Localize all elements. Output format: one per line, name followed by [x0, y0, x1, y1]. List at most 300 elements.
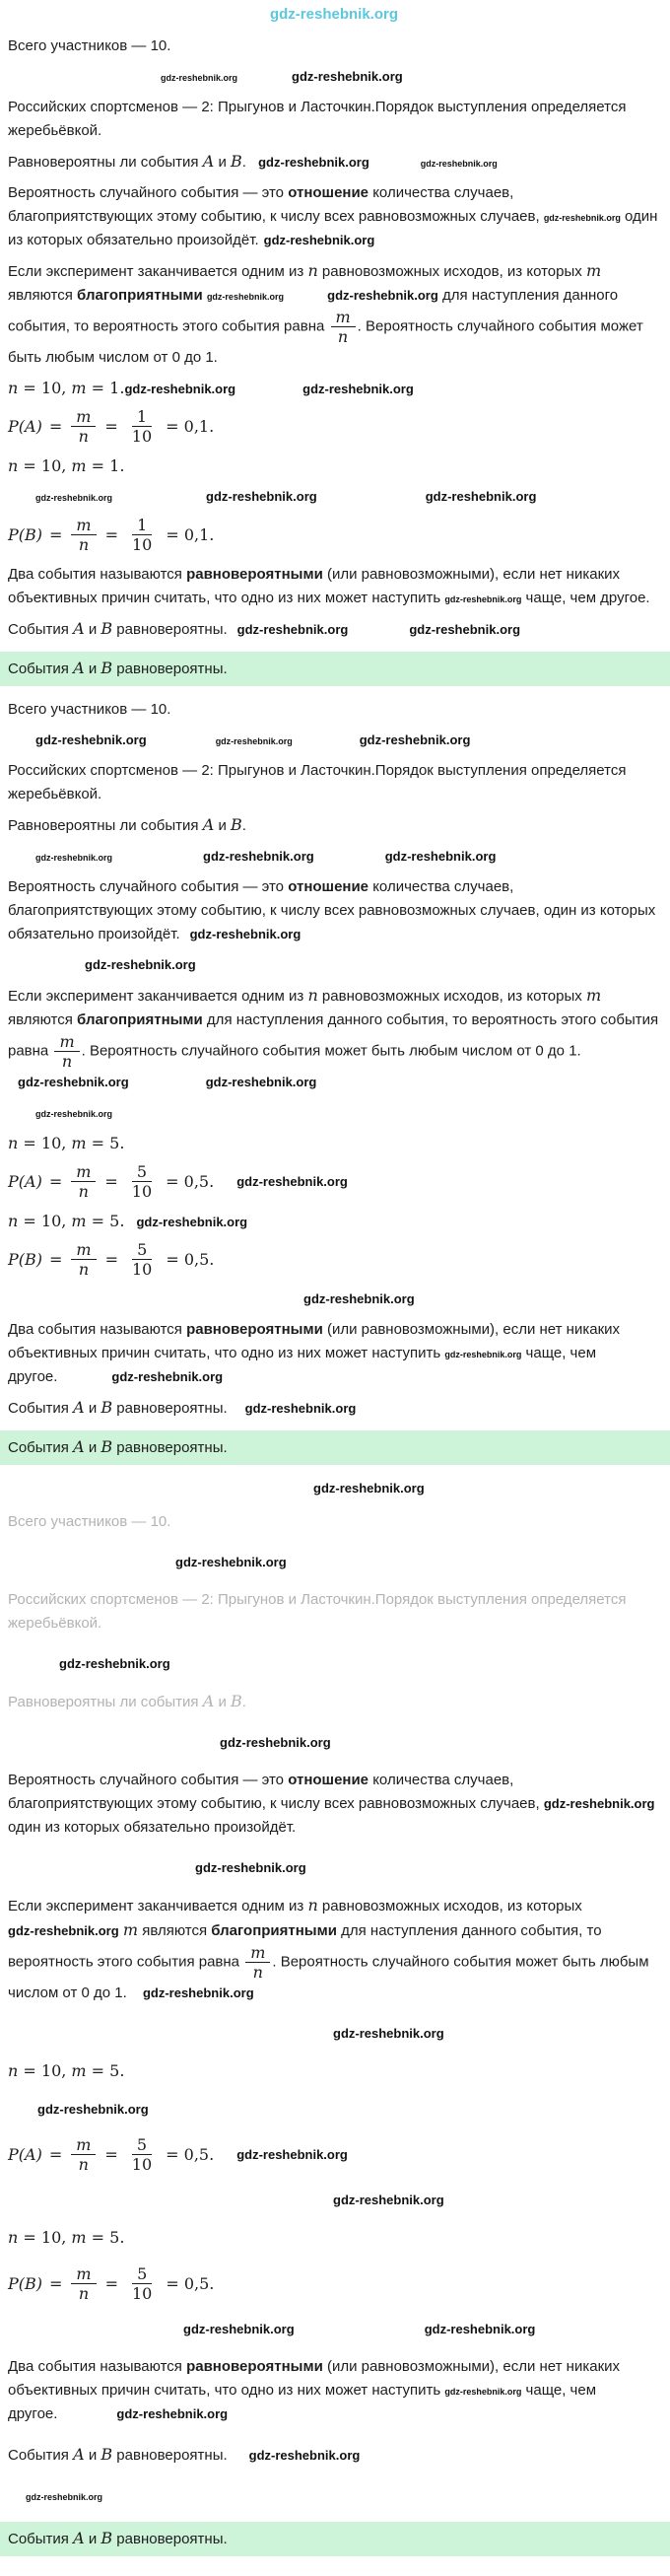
watermark: gdz-reshebnik.org — [124, 382, 236, 396]
solution-block-2 — [8, 698, 660, 1500]
equals-sign: = — [49, 524, 63, 544]
equals-sign: = — [48, 416, 63, 436]
equals-sign: = — [49, 1249, 63, 1269]
values-line — [8, 454, 660, 478]
values-line — [8, 1210, 660, 1233]
watermark: gdz-reshebnik.org — [543, 1796, 655, 1811]
paragraph-experiment — [8, 1894, 660, 2005]
fraction-numerator: m — [245, 1943, 270, 1963]
formula-result: = 0,5. — [166, 1249, 215, 1269]
paragraph-conclusion — [8, 617, 660, 642]
watermark-row — [8, 65, 660, 89]
definition-text: количества случаев, благоприятствующих этому событию, к числу всех равновозможных случаев, — [8, 878, 544, 919]
paragraph-definition — [8, 875, 660, 946]
watermark: gdz-reshebnik.org — [35, 493, 113, 503]
values-text: = 5. — [86, 2061, 125, 2080]
experiment-text: равновозможных исходов, из которых — [317, 988, 586, 1005]
watermark-row — [8, 1551, 660, 1574]
watermark: gdz-reshebnik.org — [327, 288, 438, 303]
paragraph-athletes — [8, 96, 660, 143]
fraction-denominator: 10 — [132, 2284, 153, 2303]
paragraph-definition — [8, 1769, 660, 1840]
fraction-numerator: 5 — [132, 2135, 152, 2155]
definition-text: количества случаев, благоприятствующих этому событию, к числу всех равновозможных случаев, — [8, 1772, 544, 1812]
question-and: и — [214, 817, 231, 834]
fraction-denominator: n — [78, 2284, 90, 2303]
math-var-m: m — [71, 379, 87, 397]
watermark: gdz-reshebnik.org — [444, 1350, 522, 1359]
answer-and: и — [84, 1439, 101, 1456]
conclusion-and: и — [84, 621, 101, 638]
equiprobable-text: чаще, чем другое. — [8, 2382, 597, 2422]
values-text: = 10, — [18, 456, 72, 475]
values-text: = 5. — [86, 1212, 125, 1230]
question-text: Равновероятны ли события — [8, 154, 203, 171]
watermark: gdz-reshebnik.org — [175, 1555, 287, 1569]
watermark: gdz-reshebnik.org — [313, 1481, 425, 1496]
equals-sign: = — [48, 1171, 63, 1191]
formula-result: = 0,5. — [166, 2273, 215, 2293]
paragraph-experiment — [8, 259, 660, 370]
experiment-text: . Вероятность случайного события может быть любым числом от 0 до 1. — [8, 1953, 649, 2001]
math-var-a: A — [73, 1437, 85, 1456]
math-var-a: A — [73, 1398, 85, 1417]
equiprobable-text: Два события называются — [8, 2358, 187, 2375]
math-var-m: m — [122, 1920, 139, 1939]
equiprobable-text: Два события называются — [8, 566, 187, 583]
watermark: gdz-reshebnik.org — [248, 2448, 361, 2463]
equals-sign: = — [104, 1171, 118, 1191]
experiment-text: для наступления данного события, то вероятность этого события равна — [8, 287, 619, 335]
definition-bold: отношение — [288, 878, 369, 895]
watermark: gdz-reshebnik.org — [85, 957, 196, 972]
fraction-value — [127, 1162, 157, 1201]
experiment-text: являются — [8, 287, 78, 304]
values-text: = 10, — [18, 1212, 72, 1230]
equals-sign: = — [104, 1249, 118, 1269]
watermark: gdz-reshebnik.org — [37, 2102, 149, 2117]
fraction-value — [127, 1240, 157, 1279]
fraction-denominator: 10 — [131, 1182, 153, 1201]
watermark-row — [8, 1477, 660, 1500]
watermark: gdz-reshebnik.org — [203, 849, 314, 864]
watermark: gdz-reshebnik.org — [424, 2322, 536, 2336]
fraction-denominator: n — [78, 535, 90, 554]
conclusion-and: и — [84, 2447, 101, 2464]
fraction-m-over-n — [71, 1240, 96, 1279]
experiment-text: для наступления данного события, то вероятность этого события равна — [8, 1011, 659, 1060]
watermark-row — [8, 1731, 660, 1755]
definition-bold: отношение — [288, 1772, 369, 1788]
equiprobable-bold: равновероятными — [186, 566, 323, 583]
watermark: gdz-reshebnik.org — [142, 1985, 254, 2000]
experiment-text: для наступления данного события, то вероятность этого события равна — [8, 1922, 602, 1971]
watermark: gdz-reshebnik.org — [18, 1075, 129, 1089]
watermark: gdz-reshebnik.org — [244, 1401, 357, 1416]
watermark: gdz-reshebnik.org — [384, 849, 497, 864]
watermark: gdz-reshebnik.org — [215, 736, 293, 746]
values-text: = 10, — [18, 379, 72, 397]
math-var-m: m — [71, 2228, 87, 2247]
watermark-row — [8, 2484, 660, 2508]
equiprobable-text: Два события называются — [8, 1321, 187, 1338]
participants-text: Всего участников — 10. — [8, 37, 171, 54]
experiment-bold: благоприятными — [211, 1922, 337, 1939]
math-var-b: B — [100, 619, 113, 638]
question-text: Равновероятны ли события — [8, 1694, 203, 1710]
formula-p-a — [8, 407, 660, 446]
watermark-row — [8, 1101, 660, 1125]
watermark: gdz-reshebnik.org — [444, 2387, 522, 2397]
equiprobable-text: чаще, чем другое. — [525, 590, 650, 606]
answer-and: и — [84, 661, 101, 677]
watermark: gdz-reshebnik.org — [35, 1109, 113, 1119]
fraction-denominator: n — [337, 327, 349, 346]
fraction-numerator: m — [54, 1032, 79, 1052]
fraction-m-over-n — [71, 2264, 96, 2303]
fraction-m-over-n — [245, 1943, 270, 1982]
watermark: gdz-reshebnik.org — [359, 732, 471, 747]
definition-text: Вероятность случайного события — это — [8, 1772, 289, 1788]
conclusion-text: События — [8, 621, 74, 638]
experiment-text: являются — [8, 1011, 78, 1028]
fraction-denominator: 10 — [132, 1260, 153, 1279]
fraction-numerator: m — [71, 2264, 96, 2284]
fraction-m-over-n — [71, 2135, 96, 2174]
equals-sign: = — [104, 2273, 118, 2293]
math-var-b: B — [231, 815, 242, 834]
answer-text: равновероятны. — [112, 661, 228, 677]
fraction-numerator: m — [71, 516, 96, 535]
fraction-m-over-n — [331, 308, 356, 346]
fraction-denominator: n — [78, 2155, 89, 2174]
participants-text: Всего участников — 10. — [8, 1513, 171, 1530]
paragraph-participants — [8, 698, 660, 722]
watermark-row — [8, 485, 660, 509]
math-var-n: n — [8, 456, 19, 475]
definition-text: количества случаев, благоприятствующих этому событию, к числу всех равновозможных случаев, — [8, 184, 544, 225]
equiprobable-text: чаще, чем другое. — [8, 1345, 597, 1385]
fraction-numerator: m — [71, 1240, 96, 1260]
fraction-value — [127, 516, 157, 554]
answer-text: События — [8, 1439, 74, 1456]
watermark-row — [8, 2098, 660, 2122]
math-var-m: m — [71, 1134, 87, 1152]
conclusion-text: равновероятны. — [112, 1400, 228, 1417]
formula-lhs: P(B) — [8, 524, 43, 544]
values-line — [8, 1132, 660, 1155]
watermark: gdz-reshebnik.org — [111, 1369, 224, 1384]
math-var-n: n — [8, 2061, 19, 2080]
question-dot: . — [241, 817, 246, 834]
math-var-b: B — [231, 152, 242, 171]
answer-text: равновероятны. — [112, 1439, 228, 1456]
fraction-denominator: n — [78, 427, 89, 446]
watermark: gdz-reshebnik.org — [195, 1860, 306, 1875]
fraction-numerator: 5 — [132, 1240, 152, 1260]
watermark: gdz-reshebnik.org — [183, 2322, 295, 2336]
equiprobable-text: (или равновозможными), если нет никаких объективных причин считать, что одно из них может наступить — [8, 566, 621, 606]
fraction-denominator: 10 — [131, 427, 153, 446]
values-text: = 5. — [86, 1134, 125, 1152]
paragraph-experiment — [8, 984, 660, 1094]
experiment-text: равновозможных исходов, из которых — [317, 1898, 582, 1915]
watermark: gdz-reshebnik.org — [136, 1215, 248, 1229]
paragraph-conclusion — [8, 1396, 660, 1421]
solution-block-3 — [8, 1510, 660, 2556]
definition-text: один из которых обязательно произойдёт. — [8, 208, 658, 248]
watermark-row — [8, 953, 660, 977]
answer-highlight — [0, 1430, 670, 1465]
formula-p-a — [8, 2135, 660, 2174]
watermark-row — [8, 845, 660, 869]
watermark: gdz-reshebnik.org — [59, 1656, 170, 1671]
experiment-text: Если эксперимент заканчивается одним из — [8, 1898, 308, 1915]
experiment-text: Если эксперимент заканчивается одним из — [8, 263, 308, 280]
watermark: gdz-reshebnik.org — [333, 2193, 444, 2207]
fraction-m-over-n — [71, 1162, 96, 1201]
math-var-b: B — [100, 2529, 113, 2547]
participants-text: Всего участников — 10. — [8, 701, 171, 718]
watermark: gdz-reshebnik.org — [206, 292, 284, 302]
definition-text: один из которых обязательно произойдёт. — [8, 902, 656, 942]
answer-text: равновероятны. — [112, 2531, 228, 2547]
equiprobable-text: (или равновозможными), если нет никаких объективных причин считать, что одно из них может наступить — [8, 2358, 621, 2399]
watermark: gdz-reshebnik.org — [258, 155, 369, 170]
paragraph-equiprobable — [8, 563, 660, 610]
formula-lhs: P(A) — [8, 1171, 42, 1191]
math-var-a: A — [73, 659, 85, 677]
equiprobable-bold: равновероятными — [186, 1321, 323, 1338]
math-var-m: m — [71, 456, 87, 475]
equals-sign: = — [49, 2273, 63, 2293]
conclusion-text: События — [8, 1400, 74, 1417]
math-var-a: A — [202, 815, 215, 834]
answer-and: и — [84, 2531, 101, 2547]
math-var-b: B — [100, 2445, 113, 2464]
question-dot: . — [241, 1694, 246, 1710]
math-var-a: A — [202, 152, 215, 171]
watermark: gdz-reshebnik.org — [189, 927, 302, 941]
experiment-text: Если эксперимент заканчивается одним из — [8, 988, 308, 1005]
fraction-numerator: m — [71, 407, 96, 427]
fraction-numerator: 5 — [132, 1162, 152, 1182]
formula-lhs: P(B) — [8, 2273, 43, 2293]
formula-p-b — [8, 516, 660, 554]
experiment-text: . Вероятность случайного события может быть любым числом от 0 до 1. — [81, 1042, 581, 1060]
definition-text: Вероятность случайного события — это — [8, 184, 289, 201]
formula-result: = 0,5. — [166, 1171, 215, 1191]
values-line — [8, 2059, 660, 2083]
conclusion-text: равновероятны. — [112, 2447, 228, 2464]
formula-result: = 0,5. — [166, 2144, 215, 2164]
math-var-n: n — [8, 2228, 19, 2247]
watermark: gdz-reshebnik.org — [206, 489, 317, 504]
experiment-bold: благоприятными — [77, 1011, 203, 1028]
question-and: и — [214, 154, 231, 171]
values-line — [8, 2226, 660, 2250]
watermark: gdz-reshebnik.org — [8, 1923, 119, 1938]
fraction-numerator: 1 — [132, 516, 152, 535]
values-text: = 1. — [86, 456, 125, 475]
values-text: = 1. — [86, 379, 125, 397]
formula-lhs: P(B) — [8, 1249, 43, 1269]
site-watermark-link[interactable]: gdz-reshebnik.org — [269, 6, 398, 23]
values-line — [8, 377, 660, 400]
paragraph-athletes — [8, 759, 660, 806]
equals-sign: = — [104, 524, 118, 544]
answer-highlight — [0, 652, 670, 686]
math-var-n: n — [8, 379, 19, 397]
watermark-row — [8, 1652, 660, 1676]
formula-result: = 0,1. — [166, 524, 215, 544]
watermark: gdz-reshebnik.org — [333, 2026, 444, 2041]
math-var-b: B — [100, 1437, 113, 1456]
math-var-n: n — [307, 986, 318, 1005]
paragraph-participants — [8, 1510, 660, 1534]
answer-highlight — [0, 2522, 670, 2556]
question-text: Равновероятны ли события — [8, 817, 203, 834]
watermark: gdz-reshebnik.org — [409, 622, 521, 637]
equiprobable-text: (или равновозможными), если нет никаких объективных причин считать, что одно из них может наступить — [8, 1321, 621, 1361]
math-var-m: m — [71, 2061, 87, 2080]
paragraph-question — [8, 813, 660, 838]
watermark: gdz-reshebnik.org — [35, 732, 147, 747]
math-var-n: n — [8, 1134, 19, 1152]
fraction-denominator: n — [252, 1963, 263, 1982]
paragraph-athletes — [8, 1588, 660, 1636]
athletes-text: Российских спортсменов — 2: Прыгунов и Ласточкин.Порядок выступления определяется жеребьёвкой. — [8, 762, 627, 802]
fraction-denominator: 10 — [132, 535, 153, 554]
math-var-n: n — [8, 1212, 19, 1230]
watermark: gdz-reshebnik.org — [543, 213, 621, 223]
experiment-text: являются — [138, 1922, 212, 1939]
athletes-text: Российских спортсменов — 2: Прыгунов и Ласточкин.Порядок выступления определяется жеребьёвкой. — [8, 99, 627, 139]
paragraph-definition — [8, 181, 660, 252]
answer-text: События — [8, 661, 74, 677]
conclusion-text: равновероятны. — [112, 621, 228, 638]
formula-p-b — [8, 2264, 660, 2303]
watermark: gdz-reshebnik.org — [236, 1173, 348, 1189]
experiment-bold: благоприятными — [77, 287, 203, 304]
equals-sign: = — [48, 2144, 63, 2164]
math-var-b: B — [100, 1398, 113, 1417]
formula-lhs: P(A) — [8, 2144, 42, 2164]
watermark-row — [8, 729, 660, 752]
fraction-value — [127, 2264, 157, 2303]
equals-sign: = — [104, 2144, 118, 2164]
fraction-denominator: 10 — [131, 2155, 153, 2174]
watermark-row — [8, 1288, 660, 1311]
math-var-n: n — [307, 261, 318, 280]
watermark-row — [8, 2318, 660, 2341]
fraction-m-over-n — [71, 407, 96, 446]
watermark: gdz-reshebnik.org — [420, 159, 498, 169]
experiment-text: равновозможных исходов, из которых — [317, 263, 586, 280]
paragraph-question — [8, 1690, 660, 1714]
paragraph-equiprobable — [8, 1318, 660, 1389]
values-text: = 10, — [18, 2061, 72, 2080]
answer-text: События — [8, 2531, 74, 2547]
math-var-m: m — [585, 261, 602, 280]
watermark: gdz-reshebnik.org — [116, 2406, 229, 2421]
watermark-row — [8, 1856, 660, 1880]
values-text: = 5. — [86, 2228, 125, 2247]
fraction-m-over-n — [54, 1032, 79, 1071]
values-text: = 10, — [18, 1134, 72, 1152]
athletes-text: Российских спортсменов — 2: Прыгунов и Ласточкин.Порядок выступления определяется жеребьёвкой. — [8, 1591, 627, 1632]
paragraph-question — [8, 150, 660, 174]
paragraph-equiprobable — [8, 2355, 660, 2426]
formula-result: = 0,1. — [166, 416, 215, 436]
watermark-row — [8, 2022, 660, 2046]
values-text: = 10, — [18, 2228, 72, 2247]
watermark: gdz-reshebnik.org — [425, 489, 537, 504]
watermark: gdz-reshebnik.org — [205, 1075, 317, 1089]
equiprobable-bold: равновероятными — [186, 2358, 323, 2375]
equals-sign: = — [104, 416, 118, 436]
paragraph-conclusion — [8, 2443, 660, 2468]
definition-bold: отношение — [288, 184, 369, 201]
math-var-m: m — [585, 986, 602, 1005]
fraction-m-over-n — [71, 516, 96, 554]
watermark: gdz-reshebnik.org — [220, 1735, 331, 1750]
conclusion-and: и — [84, 1400, 101, 1417]
watermark: gdz-reshebnik.org — [263, 233, 375, 247]
watermark: gdz-reshebnik.org — [302, 382, 414, 396]
fraction-value — [127, 407, 157, 446]
fraction-numerator: 1 — [132, 407, 152, 427]
math-var-m: m — [71, 1212, 87, 1230]
watermark: gdz-reshebnik.org — [236, 622, 349, 637]
fraction-numerator: m — [71, 1162, 96, 1182]
paragraph-participants — [8, 35, 660, 58]
question-dot: . — [241, 154, 246, 171]
math-var-b: B — [100, 659, 113, 677]
formula-p-a — [8, 1162, 660, 1201]
watermark: gdz-reshebnik.org — [26, 2492, 103, 2502]
solution-block-1 — [8, 35, 660, 686]
definition-text: Вероятность случайного события — это — [8, 878, 289, 895]
experiment-text: . Вероятность случайного события может быть любым числом от 0 до 1. — [8, 317, 643, 366]
fraction-value — [127, 2135, 157, 2174]
fraction-numerator: m — [331, 308, 356, 327]
watermark: gdz-reshebnik.org — [236, 2146, 348, 2162]
watermark: gdz-reshebnik.org — [292, 69, 403, 84]
definition-text: один из которых обязательно произойдёт. — [8, 1819, 297, 1836]
fraction-numerator: 5 — [132, 2264, 152, 2284]
math-var-n: n — [307, 1896, 318, 1915]
watermark-row — [8, 2189, 660, 2212]
watermark: gdz-reshebnik.org — [444, 594, 522, 604]
question-and: и — [214, 1694, 231, 1710]
math-var-a: A — [202, 1692, 215, 1710]
math-var-a: A — [73, 619, 85, 638]
math-var-a: A — [73, 2445, 85, 2464]
fraction-denominator: n — [61, 1052, 73, 1071]
fraction-denominator: n — [78, 1260, 90, 1279]
math-var-a: A — [73, 2529, 85, 2547]
watermark: gdz-reshebnik.org — [303, 1291, 415, 1306]
formula-lhs: P(A) — [8, 416, 42, 436]
math-var-b: B — [231, 1692, 242, 1710]
watermark: gdz-reshebnik.org — [161, 73, 238, 83]
conclusion-text: События — [8, 2447, 74, 2464]
formula-p-b — [8, 1240, 660, 1279]
fraction-numerator: m — [71, 2135, 96, 2155]
watermark: gdz-reshebnik.org — [35, 853, 113, 863]
fraction-denominator: n — [78, 1182, 89, 1201]
